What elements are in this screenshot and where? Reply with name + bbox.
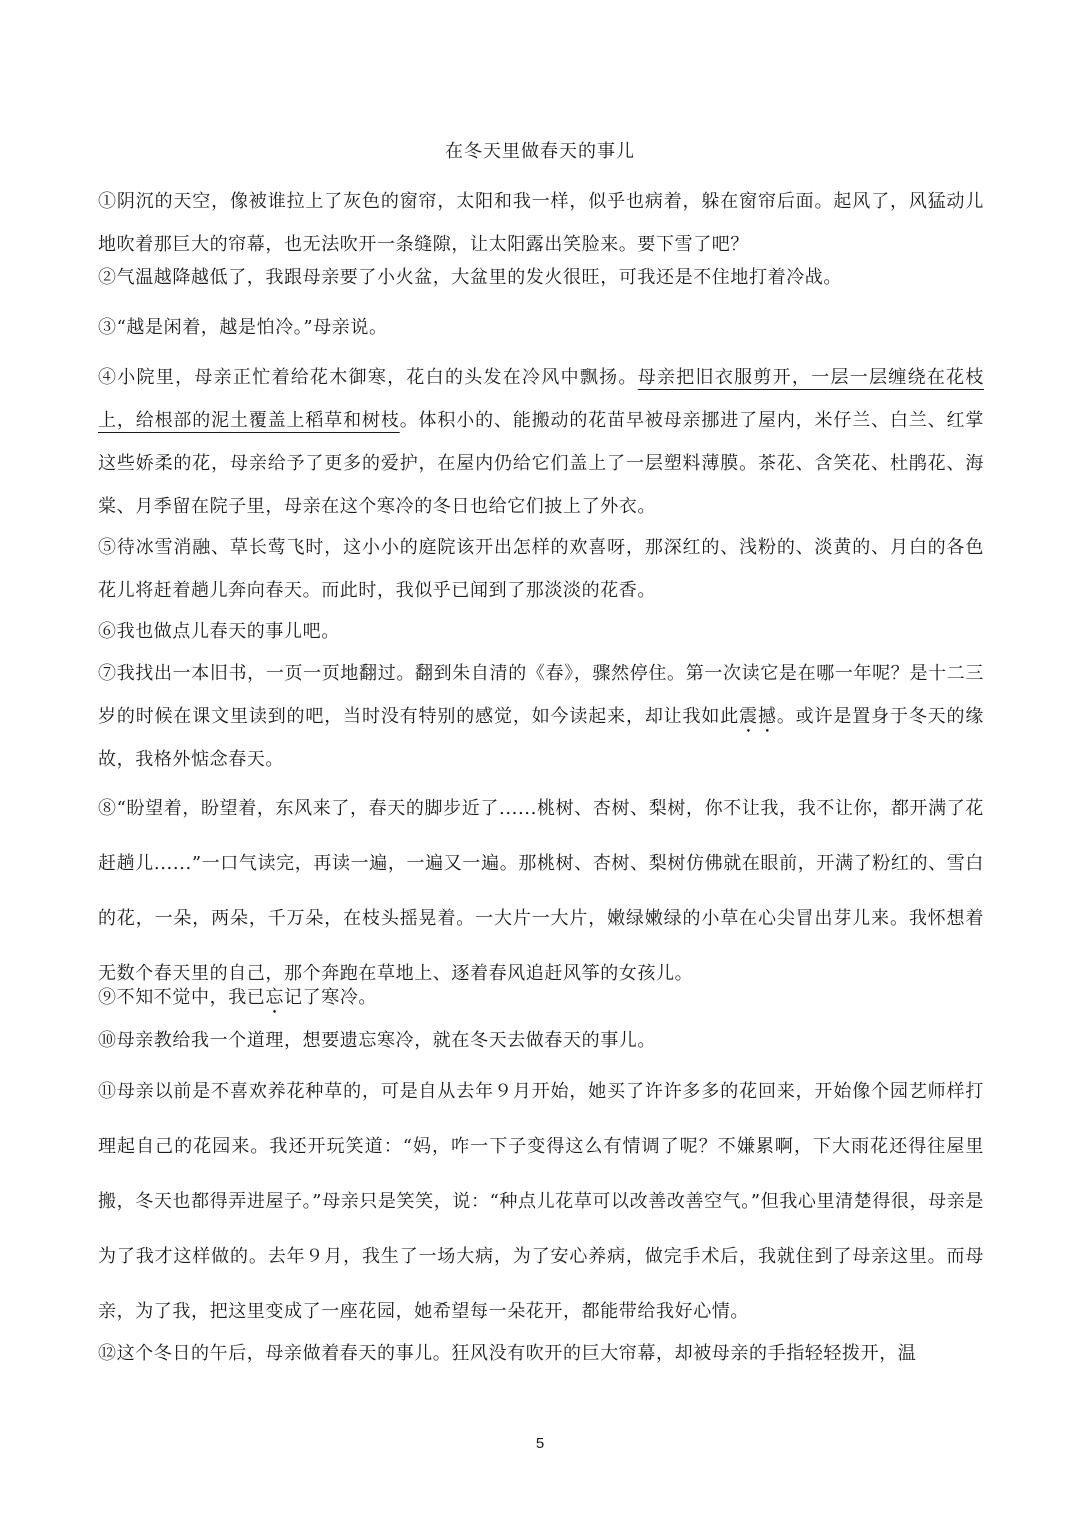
paragraph-10: ⑩母亲教给我一个道理，想要遗忘寒冷，就在冬天去做春天的事儿。 [98, 1030, 656, 1051]
paragraph-7-text-b: 。或许是置身于冬天的缘故，我格外惦念春天。 [98, 706, 984, 770]
paragraph-4 [98, 356, 984, 528]
paragraph-4-text-a: ④小院里，母亲正忙着给花木御寒，花白的头发在冷风中飘扬。 [98, 367, 638, 388]
underlined-sentence: 母亲把旧衣服剪开，一层一层缠绕在花枝上，给根部的泥土覆盖上稻草和树枝 [98, 367, 984, 431]
paragraph-5: ⑤待冰雪消融、草长莺飞时，这小小的庭院该开出怎样的欢喜呀，那深红的、浅粉的、淡黄的、月白的各色花儿将赶着趟儿奔向春天。而此时，我似乎已闻到了那淡淡的花香。 [98, 537, 984, 601]
article-title: 在冬天里做春天的事儿 [445, 141, 635, 162]
paragraph-9-text-a: ⑨不知不觉中，我已 [98, 987, 266, 1008]
paragraph-2: ②气温越降越低了，我跟母亲要了小火盆，大盆里的发火很旺，可我还是不住地打着冷战。 [98, 267, 842, 288]
paragraph-9 [98, 976, 984, 1019]
paragraph-8: ⑧“盼望着，盼望着，东风来了，春天的脚步近了......桃树、杏树、梨树，你不让我，我不让你，都开满了花赶趟儿......”一口气读完，再读一遍，一遍又一遍。那桃树、杏树、梨树仿佛就在眼前，开满了粉红的、雪白的花，一朵，两朵，千万朵，在枝头摇晃着。一大片一大片，嫩绿嫩绿的小草在心尖冒出芽儿来。我怀想着无数个春天里的自己，那个奔跑在草地上、逐着春风追赶风筝的女孩儿。 [98, 798, 984, 984]
paragraph-4-text-b: 。体积小的、能搬动的花苗早被母亲挪进了屋内，米仔兰、白兰、红掌这些娇柔的花，母亲给予了更多的爱护，在屋内仍给它们盖上了一层塑料薄膜。茶花、含笑花、杜鹃花、海棠、月季留在院子里，母亲在这个寒冷的冬日也给它们披上了外衣。 [98, 410, 984, 517]
paragraph-9-text-b: 记了寒冷。 [284, 987, 378, 1008]
page-number: 5 [535, 1435, 545, 1452]
paragraph-7-text-a: ⑦我找出一本旧书，一页一页地翻过。翻到朱自清的《春》，骤然停住。第一次读它是在哪一年呢？是十二三岁的时候在课文里读到的吧，当时没有特别的感觉，如今读起来，却让我如此 [98, 663, 984, 727]
dotted-word: 震撼 [739, 706, 777, 727]
paragraph-7 [98, 652, 984, 781]
paragraph-12: ⑫这个冬日的午后，母亲做着春天的事儿。狂风没有吹开的巨大帘幕，却被母亲的手指轻轻拨开，温 [98, 1343, 917, 1364]
paragraph-1: ①阴沉的天空，像被谁拉上了灰色的窗帘，太阳和我一样，似乎也病着，躲在窗帘后面。起风了，风猛动儿地吹着那巨大的帘幕，也无法吹开一条缝隙，让太阳露出笑脸来。要下雪了吧？ [98, 191, 984, 255]
dotted-char: 忘 [265, 987, 285, 1008]
paragraph-11: ⑪母亲以前是不喜欢养花种草的，可是自从去年９月开始，她买了许许多多的花回来，开始像个园艺师样打理起自己的花园来。我还开玩笑道：“妈，咋一下子变得这么有情调了呢？不嫌累啊，下大雨花还得往屋里搬，冬天也都得弄进屋子。”母亲只是笑笑，说：“种点儿花草可以改善改善空气。”但我心里清楚得很，母亲是为了我才这样做的。去年９月，我生了一场大病，为了安心养病，做完手术后，我就住到了母亲这里。而母亲，为了我，把这里变成了一座花园，她希望每一朵花开，都能带给我好心情。 [98, 1081, 984, 1322]
paragraph-6: ⑥我也做点儿春天的事儿吧。 [98, 621, 340, 642]
paragraph-3: ③“越是闲着，越是怕冷。”母亲说。 [98, 317, 388, 338]
